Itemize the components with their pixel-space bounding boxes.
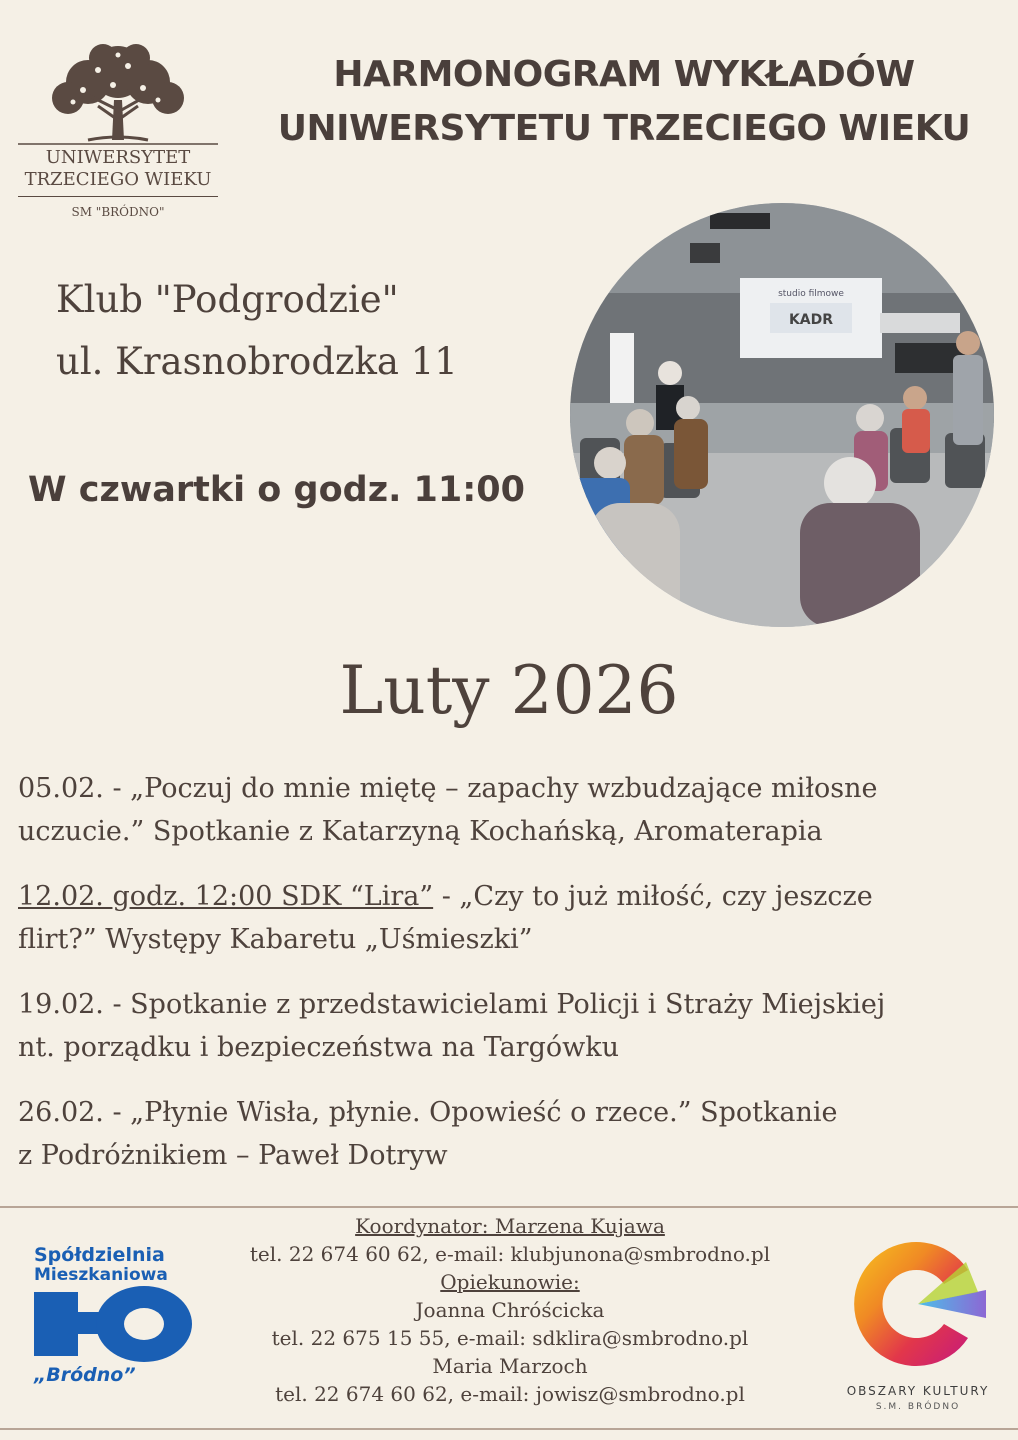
entry-4-line-2: z Podróżnikiem – Paweł Dotryw bbox=[18, 1140, 448, 1171]
lecture-photo bbox=[570, 203, 994, 627]
sm-brodno-logo bbox=[34, 1246, 198, 1386]
entry-2-line-1 bbox=[18, 875, 1008, 918]
month-heading: Luty 2026 bbox=[339, 652, 679, 729]
logo-line-2: TRZECIEGO WIEKU bbox=[24, 169, 212, 190]
guardians-label: Opiekunowie: bbox=[440, 1270, 580, 1294]
sm-logo-mark-icon bbox=[34, 1284, 194, 1364]
schedule-time: W czwartki o godz. 11:00 bbox=[28, 470, 525, 510]
club-address: ul. Krasnobrodzka 11 bbox=[56, 340, 458, 383]
logo-line-3: SM "BRÓDNO" bbox=[71, 205, 165, 219]
entry-4-line-1: 26.02. - „Płynie Wisła, płynie. Opowieść o rzece.” Spotkanie bbox=[18, 1097, 838, 1128]
page-title-line-1: HARMONOGRAM WYKŁADÓW bbox=[333, 54, 915, 95]
sm-logo-line-3: „Bródno” bbox=[34, 1364, 136, 1386]
ok-logo-line-2: S.M. BRÓDNO bbox=[875, 1402, 961, 1412]
sm-logo-line-1: Spółdzielnia bbox=[34, 1244, 165, 1266]
entry-2-line-2: flirt?” Występy Kabaretu „Uśmieszki” bbox=[18, 924, 533, 955]
coordinator-label: Koordynator: Marzena Kujawa bbox=[355, 1214, 665, 1238]
club-name: Klub "Podgrodzie" bbox=[56, 278, 399, 321]
footer-contacts bbox=[210, 1212, 810, 1408]
ok-logo-line-1: OBSZARY KULTURY bbox=[846, 1384, 990, 1398]
logo-line-1: UNIWERSYTET bbox=[45, 147, 191, 168]
schedule-entry-1 bbox=[18, 767, 1008, 853]
entry-2-title: - „Czy to już miłość, czy jeszcze bbox=[433, 881, 873, 912]
entry-1-line-2: uczucie.” Spotkanie z Katarzyną Kochańską, Aromaterapia bbox=[18, 816, 823, 847]
entry-2-location: 12.02. godz. 12:00 SDK “Lira” bbox=[18, 881, 434, 912]
schedule-entry-3 bbox=[18, 983, 1008, 1069]
page-title-line-2: UNIWERSYTETU TRZECIEGO WIEKU bbox=[277, 108, 971, 149]
footer-divider-top bbox=[0, 1206, 1018, 1208]
entry-3-line-2: nt. porządku i bezpieczeństwa na Targówku bbox=[18, 1032, 619, 1063]
sm-logo-line-2: Mieszkaniowa bbox=[34, 1265, 168, 1285]
screen-title: KADR bbox=[788, 312, 834, 328]
coordinator-contact: tel. 22 674 60 62, e-mail: klubjunona@smbrodno.pl bbox=[249, 1242, 771, 1266]
utw-logo bbox=[18, 40, 218, 220]
schedule-entry-2 bbox=[18, 875, 1008, 961]
entry-1-line-1: 05.02. - „Poczuj do mnie miętę – zapachy wzbudzające miłosne bbox=[18, 773, 878, 804]
obszary-kultury-logo bbox=[826, 1232, 1010, 1422]
entry-3-line-1: 19.02. - Spotkanie z przedstawicielami Policji i Straży Miejskiej bbox=[18, 989, 886, 1020]
screen-subtitle: studio filmowe bbox=[778, 289, 844, 299]
guardian-2-contact: tel. 22 674 60 62, e-mail: jowisz@smbrodno.pl bbox=[275, 1382, 745, 1406]
tree-icon bbox=[18, 40, 218, 160]
schedule-entry-4 bbox=[18, 1091, 1008, 1177]
guardian-2-name: Maria Marzoch bbox=[432, 1354, 588, 1378]
logo-divider bbox=[18, 196, 218, 197]
ok-ring-icon bbox=[846, 1232, 990, 1376]
footer-divider-bottom bbox=[0, 1428, 1018, 1430]
guardian-1-name: Joanna Chróścicka bbox=[415, 1298, 605, 1322]
guardian-1-contact: tel. 22 675 15 55, e-mail: sdklira@smbrodno.pl bbox=[271, 1326, 749, 1350]
